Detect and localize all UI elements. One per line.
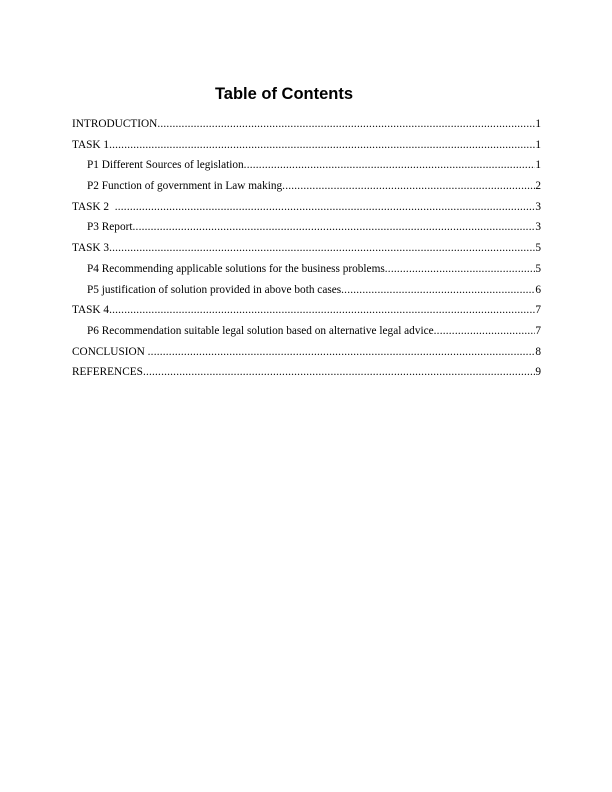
toc-entry-references[interactable]: [72, 364, 541, 385]
toc-entry-page: 3: [535, 221, 541, 234]
toc-entry-label: TASK 1: [72, 138, 110, 151]
toc-entry-label: P5 justification of solution provided in above both cases: [87, 283, 342, 296]
toc-entry-p3[interactable]: [72, 219, 541, 240]
toc-entry-label: P2 Function of government in Law making: [87, 180, 283, 193]
toc-entry-label: TASK 4: [72, 304, 110, 317]
toc-dot-leader: [385, 261, 536, 278]
toc-dot-leader: [282, 178, 535, 195]
toc-entry-task-3[interactable]: [72, 240, 541, 261]
toc-entry-introduction[interactable]: [72, 116, 541, 137]
toc-dot-leader: [341, 282, 535, 299]
toc-dot-leader: [143, 364, 535, 381]
toc-dot-leader: [109, 137, 535, 154]
toc-list: [72, 116, 541, 385]
toc-entry-p6[interactable]: [72, 323, 541, 344]
toc-dot-leader: [133, 219, 536, 236]
toc-entry-task-4[interactable]: [72, 302, 541, 323]
toc-entry-label: P4 Recommending applicable solutions for the business problems: [87, 262, 385, 275]
toc-dot-leader: [157, 116, 535, 133]
toc-entry-task-2[interactable]: [72, 199, 541, 220]
toc-entry-label: TASK 3: [72, 242, 110, 255]
toc-entry-p4[interactable]: [72, 261, 541, 282]
toc-dot-leader: [115, 199, 536, 216]
toc-entry-task-1[interactable]: [72, 137, 541, 158]
toc-entry-page: 5: [535, 242, 541, 255]
toc-dot-leader: [244, 157, 536, 174]
toc-entry-page: 2: [535, 180, 541, 193]
toc-entry-page: 1: [535, 118, 541, 130]
toc-title: Table of Contents: [214, 85, 354, 103]
toc-entry-p2[interactable]: [72, 178, 541, 199]
toc-entry-p5[interactable]: [72, 282, 541, 303]
toc-dot-leader: [148, 344, 536, 361]
toc-entry-label: P6 Recommendation suitable legal solution based on alternative legal advice: [87, 324, 434, 337]
toc-entry-page: 9: [535, 366, 541, 379]
toc-entry-conclusion[interactable]: [72, 344, 541, 365]
toc-dot-leader: [109, 240, 535, 257]
toc-entry-label: INTRODUCTION: [72, 118, 158, 130]
toc-entry-page: 5: [535, 262, 541, 275]
toc-entry-page: 1: [535, 159, 541, 172]
toc-entry-label: REFERENCES: [72, 366, 143, 379]
toc-entry-page: 7: [535, 324, 541, 337]
toc-dot-leader: [109, 302, 535, 319]
toc-entry-label: P3 Report: [87, 221, 133, 234]
toc-entry-label: TASK 2: [72, 200, 115, 213]
toc-entry-label: CONCLUSION: [72, 345, 148, 358]
toc-entry-p1[interactable]: [72, 157, 541, 178]
toc-dot-leader: [434, 323, 536, 340]
toc-entry-label: P1 Different Sources of legislation: [87, 159, 244, 172]
toc-entry-page: 1: [535, 138, 541, 151]
toc-entry-page: 3: [535, 200, 541, 213]
toc-entry-page: 7: [535, 304, 541, 317]
toc-entry-page: 8: [535, 345, 541, 358]
toc-entry-page: 6: [535, 283, 541, 296]
